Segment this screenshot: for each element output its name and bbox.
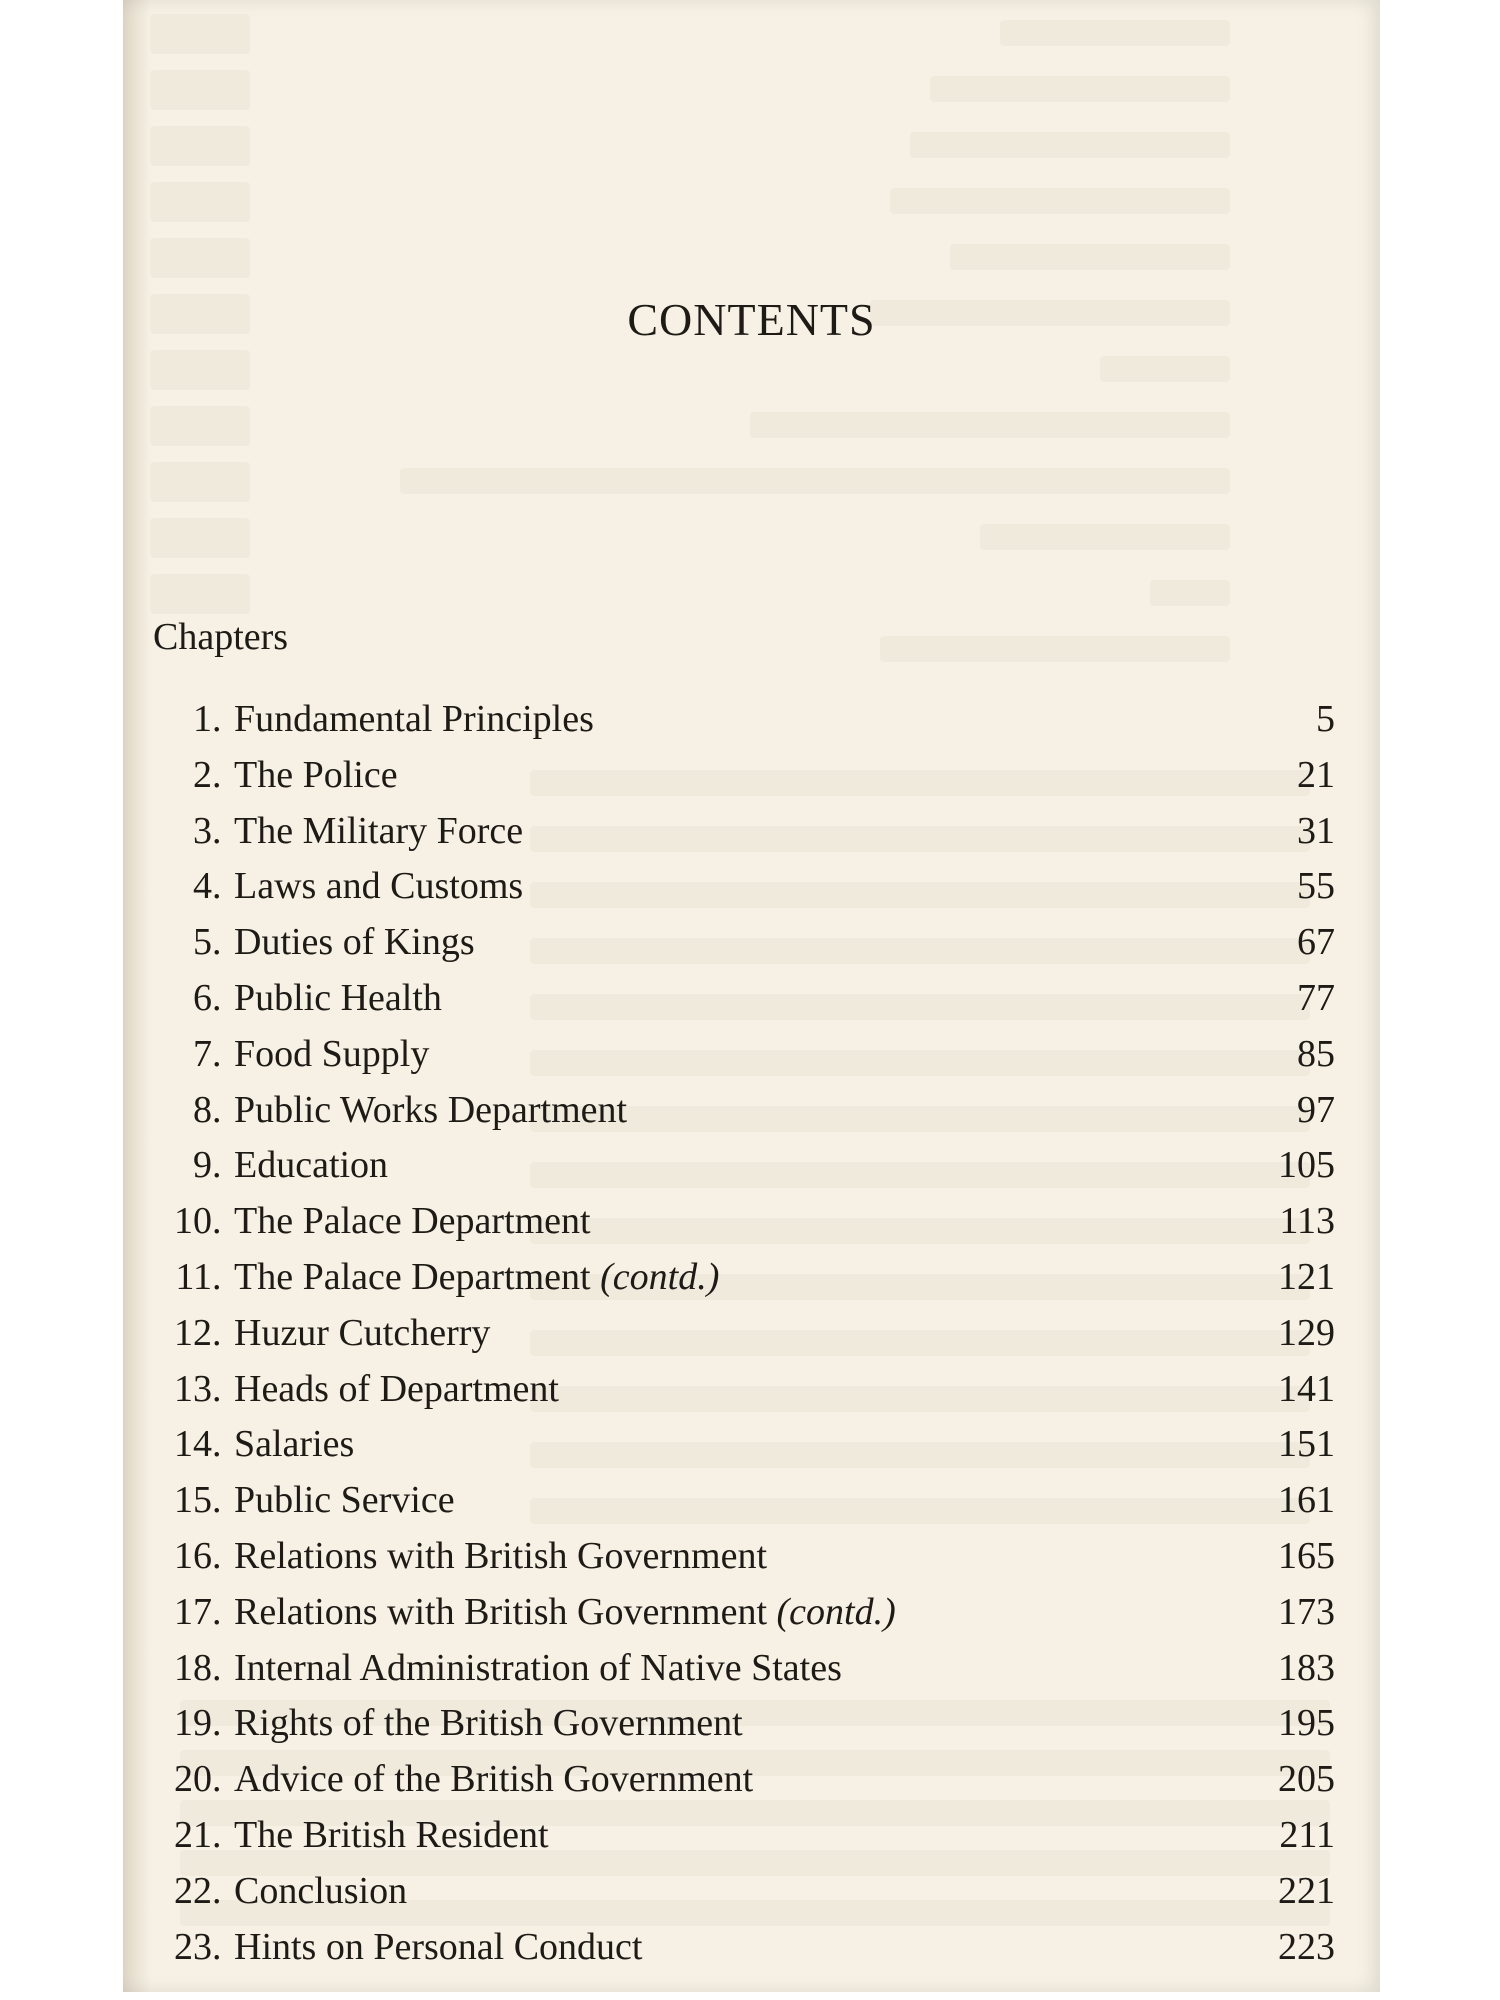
chapter-number: 23	[174, 1925, 212, 1968]
chapter-number-period: .	[212, 1534, 222, 1577]
chapter-title-text: Internal Administration of Native States	[234, 1646, 842, 1689]
chapter-title-text: Salaries	[234, 1423, 355, 1466]
chapter-number-period: .	[212, 1702, 222, 1745]
chapter-page-number: 105	[1278, 1144, 1335, 1187]
chapter-title	[234, 1306, 490, 1362]
chapter-page-number: 55	[1297, 865, 1335, 908]
chapter-page-number: 141	[1278, 1367, 1335, 1410]
chapter-title	[234, 1417, 354, 1473]
chapter-number: 13	[174, 1367, 212, 1410]
toc-entry[interactable]	[150, 1194, 1335, 1250]
chapter-number-period: .	[212, 1255, 222, 1298]
toc-entry[interactable]	[150, 1138, 1335, 1194]
chapter-number-period: .	[212, 1367, 222, 1410]
toc-entry[interactable]	[150, 804, 1335, 860]
chapter-title-text: The Military Force	[234, 809, 524, 852]
chapter-page-number: 97	[1297, 1088, 1335, 1131]
toc-entry[interactable]	[150, 859, 1335, 915]
chapter-number-period: .	[212, 1590, 222, 1633]
chapter-title-text: Relations with British Government	[234, 1534, 768, 1577]
chapter-page-number: 205	[1278, 1758, 1335, 1801]
chapter-title	[234, 1027, 429, 1083]
chapter-title	[234, 1752, 753, 1808]
chapter-number: 18	[174, 1646, 212, 1689]
chapter-number-period: .	[212, 1758, 222, 1801]
chapter-number: 11	[175, 1255, 212, 1298]
chapter-page-number: 21	[1297, 753, 1335, 796]
page-title: CONTENTS	[627, 294, 876, 345]
chapter-number: 6	[193, 976, 212, 1019]
chapter-title	[234, 804, 523, 860]
chapter-title	[234, 1529, 767, 1585]
chapter-number-period: .	[212, 1925, 222, 1968]
chapter-number-period: .	[212, 1144, 222, 1187]
toc-entry[interactable]	[150, 1864, 1335, 1920]
chapter-number-period: .	[212, 1088, 222, 1131]
chapter-title	[234, 1808, 549, 1864]
chapter-page-number: 77	[1297, 976, 1335, 1019]
chapter-title-text: Relations with British Government	[234, 1590, 768, 1633]
chapter-page-number: 31	[1297, 809, 1335, 852]
chapter-number: 21	[174, 1813, 212, 1856]
chapter-number: 4	[193, 865, 212, 908]
chapter-number: 2	[193, 753, 212, 796]
chapter-page-number: 211	[1279, 1813, 1335, 1856]
chapter-title	[234, 915, 475, 971]
chapter-number-period: .	[212, 1311, 222, 1354]
chapter-number-period: .	[212, 865, 222, 908]
toc-entry[interactable]	[150, 1473, 1335, 1529]
chapter-page-number: 161	[1278, 1479, 1335, 1522]
chapter-page-number: 129	[1278, 1311, 1335, 1354]
toc-entry[interactable]	[150, 1250, 1335, 1306]
toc-entry[interactable]	[150, 1306, 1335, 1362]
chapter-number: 15	[174, 1479, 212, 1522]
toc-entry[interactable]	[150, 1752, 1335, 1808]
chapter-number: 10	[174, 1200, 212, 1243]
chapter-title	[234, 1641, 842, 1697]
chapter-number: 12	[174, 1311, 212, 1354]
table-of-contents	[150, 692, 1335, 1975]
chapter-title-text: Duties of Kings	[234, 921, 475, 964]
chapter-title-text: Rights of the British Government	[234, 1702, 743, 1745]
toc-entry[interactable]	[150, 1920, 1335, 1976]
chapter-title-text: Food Supply	[234, 1032, 430, 1075]
chapter-title-text: Public Health	[234, 976, 442, 1019]
chapter-title-text: The Palace Department	[234, 1255, 591, 1298]
chapter-title-suffix: (contd.)	[776, 1590, 896, 1633]
chapter-title-suffix: (contd.)	[600, 1255, 720, 1298]
chapter-number-period: .	[212, 1200, 222, 1243]
chapter-title	[234, 1194, 591, 1250]
toc-entry[interactable]	[150, 748, 1335, 804]
chapter-title-text: Public Service	[234, 1479, 455, 1522]
chapter-title-text: Huzur Cutcherry	[234, 1311, 491, 1354]
chapter-title	[234, 1696, 743, 1752]
chapter-title	[234, 1473, 455, 1529]
toc-entry[interactable]	[150, 915, 1335, 971]
chapter-number-period: .	[212, 1869, 222, 1912]
chapter-number: 8	[193, 1088, 212, 1131]
toc-entry[interactable]	[150, 1417, 1335, 1473]
toc-entry[interactable]	[150, 1529, 1335, 1585]
chapter-title	[234, 692, 594, 748]
chapter-title	[234, 1138, 388, 1194]
toc-entry[interactable]	[150, 1027, 1335, 1083]
chapter-title	[234, 1250, 719, 1306]
chapter-number-period: .	[212, 809, 222, 852]
chapter-number-period: .	[212, 921, 222, 964]
chapter-title-text: The Police	[234, 753, 398, 796]
chapter-title	[234, 859, 523, 915]
chapter-number-period: .	[212, 976, 222, 1019]
chapter-number: 19	[174, 1702, 212, 1745]
chapter-number-period: .	[212, 698, 222, 740]
chapter-page-number: 151	[1278, 1423, 1335, 1466]
chapter-number: 14	[174, 1423, 212, 1466]
toc-entry[interactable]	[150, 971, 1335, 1027]
chapter-title-text: Advice of the British Government	[234, 1758, 754, 1801]
chapter-number: 1	[193, 698, 212, 740]
chapter-title	[234, 1585, 896, 1641]
chapter-page-number: 113	[1279, 1200, 1335, 1243]
toc-entry[interactable]	[150, 1083, 1335, 1139]
chapter-title-text: Fundamental Principles	[234, 698, 594, 740]
chapter-title-text: The Palace Department	[234, 1200, 591, 1243]
chapter-title	[234, 1083, 627, 1139]
chapter-number: 17	[174, 1590, 212, 1633]
chapter-number: 5	[193, 921, 212, 964]
chapter-title	[234, 748, 398, 804]
toc-entry[interactable]	[150, 1696, 1335, 1752]
toc-entry[interactable]	[150, 1362, 1335, 1418]
chapter-number: 9	[193, 1144, 212, 1187]
chapter-title-text: Public Works Department	[234, 1088, 628, 1131]
chapter-title-text: Hints on Personal Conduct	[234, 1925, 643, 1968]
chapter-page-number: 121	[1278, 1255, 1335, 1298]
chapter-title	[234, 971, 442, 1027]
chapter-title-text: The British Resident	[234, 1813, 549, 1856]
chapter-page-number: 195	[1278, 1702, 1335, 1745]
chapter-title	[234, 1362, 559, 1418]
chapter-number: 7	[193, 1032, 212, 1075]
chapter-page-number: 165	[1278, 1534, 1335, 1577]
chapter-page-number: 85	[1297, 1032, 1335, 1075]
chapter-title-text: Conclusion	[234, 1869, 408, 1912]
chapter-number-period: .	[212, 753, 222, 796]
chapter-number-period: .	[212, 1423, 222, 1466]
chapter-title-text: Heads of Department	[234, 1367, 559, 1410]
chapter-page-number: 5	[1316, 698, 1335, 740]
toc-entry[interactable]	[150, 1641, 1335, 1697]
chapter-number-period: .	[212, 1479, 222, 1522]
toc-entry[interactable]	[150, 1585, 1335, 1641]
chapter-number-period: .	[212, 1646, 222, 1689]
chapter-page-number: 67	[1297, 921, 1335, 964]
chapter-title-text: Laws and Customs	[234, 865, 524, 908]
chapter-number: 22	[174, 1869, 212, 1912]
chapter-number-period: .	[212, 1032, 222, 1075]
chapter-page-number: 221	[1278, 1869, 1335, 1912]
chapter-number: 20	[174, 1758, 212, 1801]
chapter-number: 16	[174, 1534, 212, 1577]
chapter-number: 3	[193, 809, 212, 852]
chapter-title-text: Education	[234, 1144, 389, 1187]
chapters-label: Chapters	[153, 616, 289, 658]
toc-entry[interactable]	[150, 692, 1335, 748]
chapter-page-number: 173	[1278, 1590, 1335, 1633]
chapter-title	[234, 1920, 642, 1976]
toc-entry[interactable]	[150, 1808, 1335, 1864]
chapter-page-number: 223	[1278, 1925, 1335, 1968]
chapter-number-period: .	[212, 1813, 222, 1856]
chapter-page-number: 183	[1278, 1646, 1335, 1689]
chapter-title	[234, 1864, 407, 1920]
